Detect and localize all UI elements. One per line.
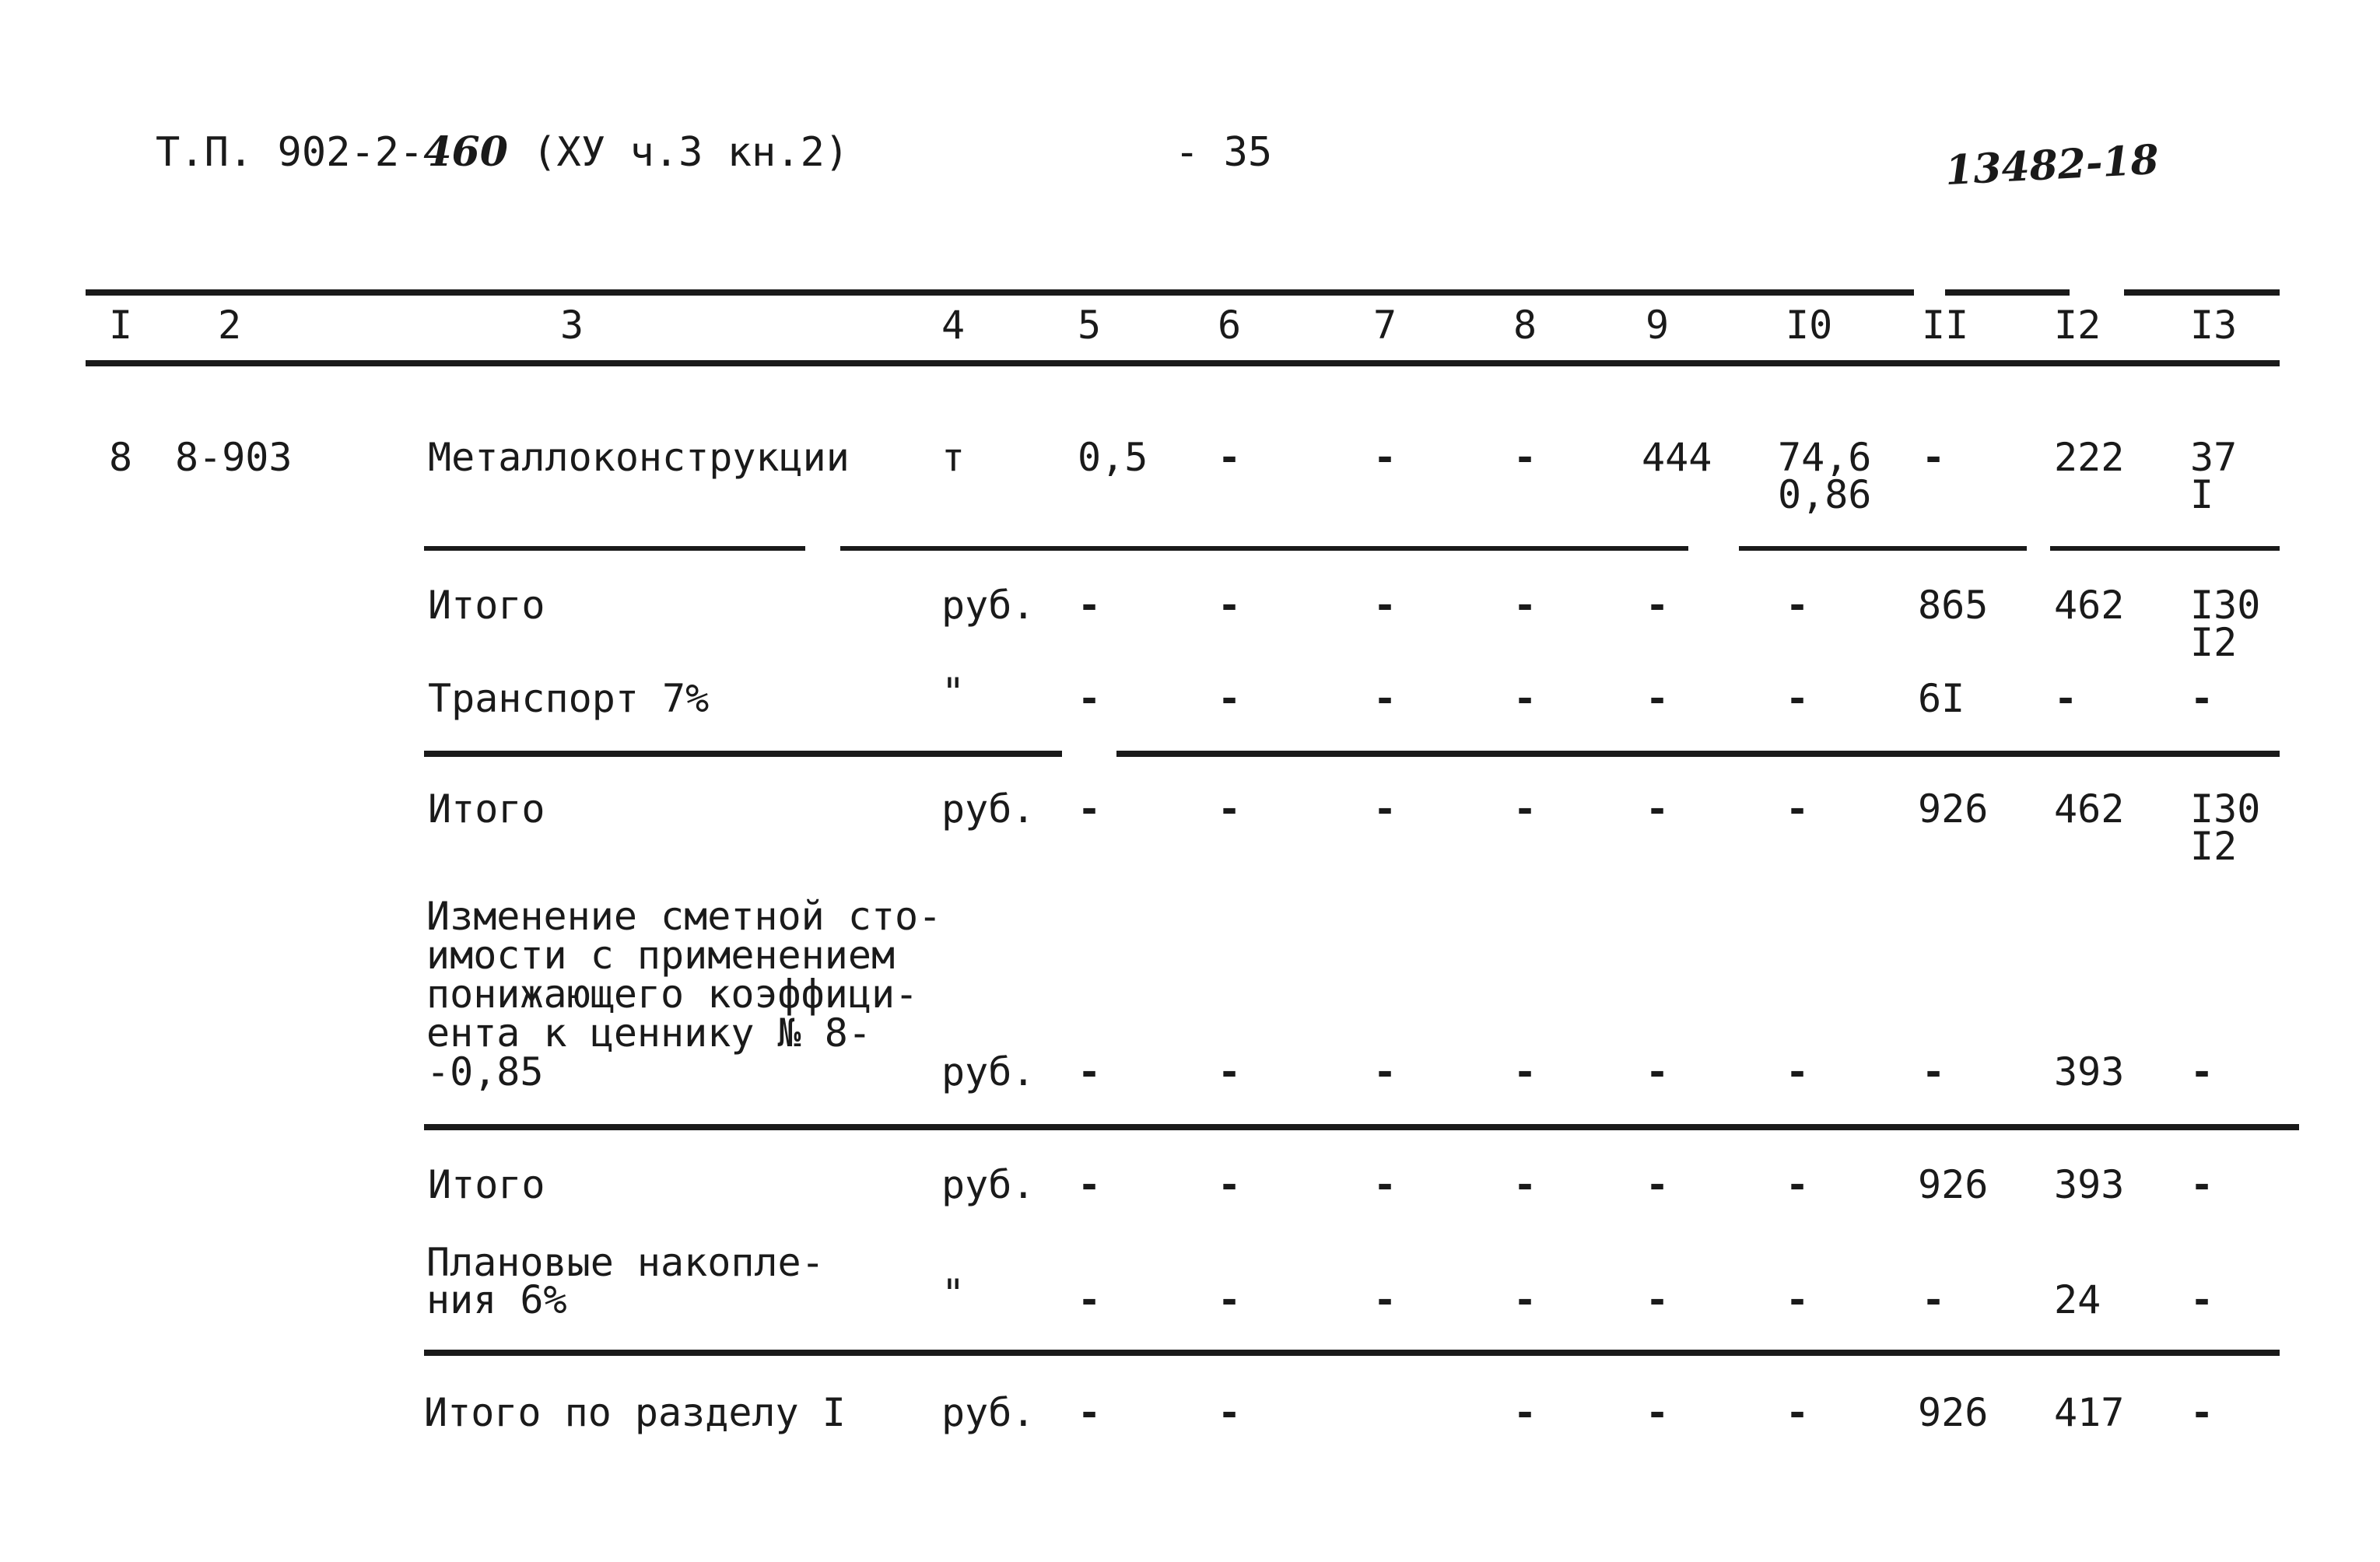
- price-code: 8-903: [175, 435, 293, 480]
- item-name-line4: ента к ценнику № 8-: [426, 1010, 871, 1056]
- cell-col10: -: [1786, 676, 1810, 721]
- header-bottom-rule: [86, 360, 2280, 366]
- cell-col10: -: [1786, 1049, 1810, 1094]
- cell-col7: -: [1373, 583, 1397, 628]
- header-top-rule-right: [1945, 289, 2070, 296]
- col-header-9: 9: [1646, 303, 1670, 348]
- cell-col6: -: [1218, 435, 1242, 480]
- header-top-rule: [86, 289, 1914, 296]
- cell-col13: -: [2190, 1049, 2214, 1094]
- col-header-4: 4: [941, 303, 966, 348]
- cell-col5: -: [1078, 786, 1102, 832]
- cell-col7: -: [1373, 435, 1397, 480]
- item-name-line1: Изменение сметной сто-: [426, 894, 942, 939]
- cell-col12: 462: [2054, 786, 2125, 832]
- cell-col8: -: [1513, 1277, 1537, 1322]
- row-rule: [1116, 751, 2280, 757]
- cell-col11: -: [1922, 435, 1946, 480]
- cell-col13-line1: I30: [2190, 583, 2261, 628]
- row-rule: [424, 1124, 2299, 1130]
- cell-col8: -: [1513, 676, 1537, 721]
- cell-col10: -: [1786, 1390, 1810, 1435]
- cell-col13-line2: I2: [2190, 620, 2238, 665]
- cell-col12: -: [2054, 676, 2078, 721]
- cell-col9: -: [1646, 676, 1670, 721]
- cell-col6: -: [1218, 786, 1242, 832]
- doc-ref-handwritten: 460: [423, 128, 508, 176]
- cell-col9: -: [1646, 583, 1670, 628]
- cell-col9: -: [1646, 786, 1670, 832]
- col-header-3: 3: [560, 303, 584, 348]
- row-rule: [1739, 546, 2027, 551]
- cell-col6: -: [1218, 1277, 1242, 1322]
- col-header-10: I0: [1786, 303, 1833, 348]
- cell-col5: -: [1078, 583, 1102, 628]
- cell-col6: -: [1218, 1049, 1242, 1094]
- cell-col9: -: [1646, 1049, 1670, 1094]
- cell-col13: -: [2190, 1162, 2214, 1207]
- unit: ": [941, 670, 966, 715]
- cell-col11: 926: [1918, 1162, 1989, 1207]
- item-name: Итого: [428, 583, 545, 628]
- cell-col5: -: [1078, 1049, 1102, 1094]
- page-number: - 35: [1175, 129, 1273, 176]
- cell-col5: -: [1078, 1277, 1102, 1322]
- cell-col13: -: [2190, 1390, 2214, 1435]
- col-header-8: 8: [1513, 303, 1537, 348]
- cell-col12: 417: [2054, 1390, 2125, 1435]
- unit: руб.: [941, 1162, 1036, 1207]
- cell-col10: -: [1786, 786, 1810, 832]
- cell-col6: -: [1218, 676, 1242, 721]
- item-name: Итого: [428, 786, 545, 832]
- col-header-1: I: [109, 303, 133, 348]
- cell-col12: 24: [2054, 1277, 2101, 1322]
- cell-col5: -: [1078, 1390, 1102, 1435]
- unit: руб.: [941, 1049, 1036, 1094]
- cell-col8: -: [1513, 435, 1537, 480]
- cell-col9: -: [1646, 1162, 1670, 1207]
- cell-col11: 865: [1918, 583, 1989, 628]
- cell-col8: -: [1513, 1049, 1537, 1094]
- doc-ref-prefix: Т.П. 902-2-: [156, 129, 424, 176]
- unit: т: [941, 435, 966, 480]
- row-rule: [2050, 546, 2280, 551]
- cell-col11: 926: [1918, 1390, 1989, 1435]
- cell-col11: 6I: [1918, 676, 1965, 721]
- col-header-13: I3: [2190, 303, 2238, 348]
- cell-col11: -: [1922, 1277, 1946, 1322]
- col-header-7: 7: [1373, 303, 1397, 348]
- cell-col13-line2: I: [2190, 472, 2214, 517]
- cell-col8: -: [1513, 1390, 1537, 1435]
- cell-col7: -: [1373, 1162, 1397, 1207]
- row-rule: [424, 546, 805, 551]
- cell-col6: -: [1218, 1162, 1242, 1207]
- cell-col8: -: [1513, 583, 1537, 628]
- cell-col5: 0,5: [1078, 435, 1148, 480]
- cell-col12: 222: [2054, 435, 2125, 480]
- item-name-line3: понижающего коэффици-: [426, 972, 919, 1017]
- item-name: Металлоконструкции: [428, 435, 850, 480]
- row-rule: [424, 751, 1062, 757]
- cell-col10-line1: 74,6: [1778, 435, 1872, 480]
- unit: ": [941, 1271, 966, 1316]
- item-name: Итого по разделу I: [424, 1390, 846, 1435]
- cell-col10-line2: 0,86: [1778, 472, 1872, 517]
- col-header-6: 6: [1218, 303, 1242, 348]
- item-name-line2: ния 6%: [426, 1277, 567, 1322]
- row-rule: [840, 546, 1688, 551]
- cell-col5: -: [1078, 1162, 1102, 1207]
- cell-col7: -: [1373, 786, 1397, 832]
- cell-col9: -: [1646, 1277, 1670, 1322]
- item-name: Итого: [428, 1162, 545, 1207]
- cell-col8: -: [1513, 786, 1537, 832]
- header-top-rule-far-right: [2124, 289, 2280, 296]
- cell-col10: -: [1786, 583, 1810, 628]
- item-name-line2: имости с применением: [426, 933, 896, 978]
- cell-col8: -: [1513, 1162, 1537, 1207]
- cell-col6: -: [1218, 583, 1242, 628]
- cell-col12: 462: [2054, 583, 2125, 628]
- cell-col13-line1: I30: [2190, 786, 2261, 832]
- cell-col11: 926: [1918, 786, 1989, 832]
- cell-col9: 444: [1642, 435, 1712, 480]
- row-number: 8: [109, 435, 133, 480]
- doc-reference: [156, 128, 850, 176]
- cell-col6: -: [1218, 1390, 1242, 1435]
- cell-col11: -: [1922, 1049, 1946, 1094]
- doc-ref-suffix: (ХУ ч.3 кн.2): [532, 129, 850, 176]
- cell-col12: 393: [2054, 1162, 2125, 1207]
- cell-col10: -: [1786, 1162, 1810, 1207]
- item-name-line1: Плановые накопле-: [426, 1240, 825, 1285]
- cell-col12: 393: [2054, 1049, 2125, 1094]
- cell-col13: -: [2190, 676, 2214, 721]
- cell-col13-line2: I2: [2190, 824, 2238, 869]
- item-name: Транспорт 7%: [428, 676, 710, 721]
- col-header-11: II: [1922, 303, 1969, 348]
- archive-number: 13482-18: [1944, 135, 2161, 195]
- cell-col13-line1: 37: [2190, 435, 2238, 480]
- unit: руб.: [941, 583, 1036, 628]
- cell-col7: -: [1373, 676, 1397, 721]
- cell-col13: -: [2190, 1277, 2214, 1322]
- item-name-line5: -0,85: [426, 1049, 544, 1094]
- cell-col10: -: [1786, 1277, 1810, 1322]
- cell-col7: -: [1373, 1277, 1397, 1322]
- col-header-12: I2: [2054, 303, 2101, 348]
- col-header-5: 5: [1078, 303, 1102, 348]
- cell-col7: -: [1373, 1049, 1397, 1094]
- cell-col5: -: [1078, 676, 1102, 721]
- col-header-2: 2: [218, 303, 242, 348]
- row-rule: [424, 1350, 2280, 1356]
- unit: руб.: [941, 786, 1036, 832]
- cell-col9: -: [1646, 1390, 1670, 1435]
- unit: руб.: [941, 1390, 1036, 1435]
